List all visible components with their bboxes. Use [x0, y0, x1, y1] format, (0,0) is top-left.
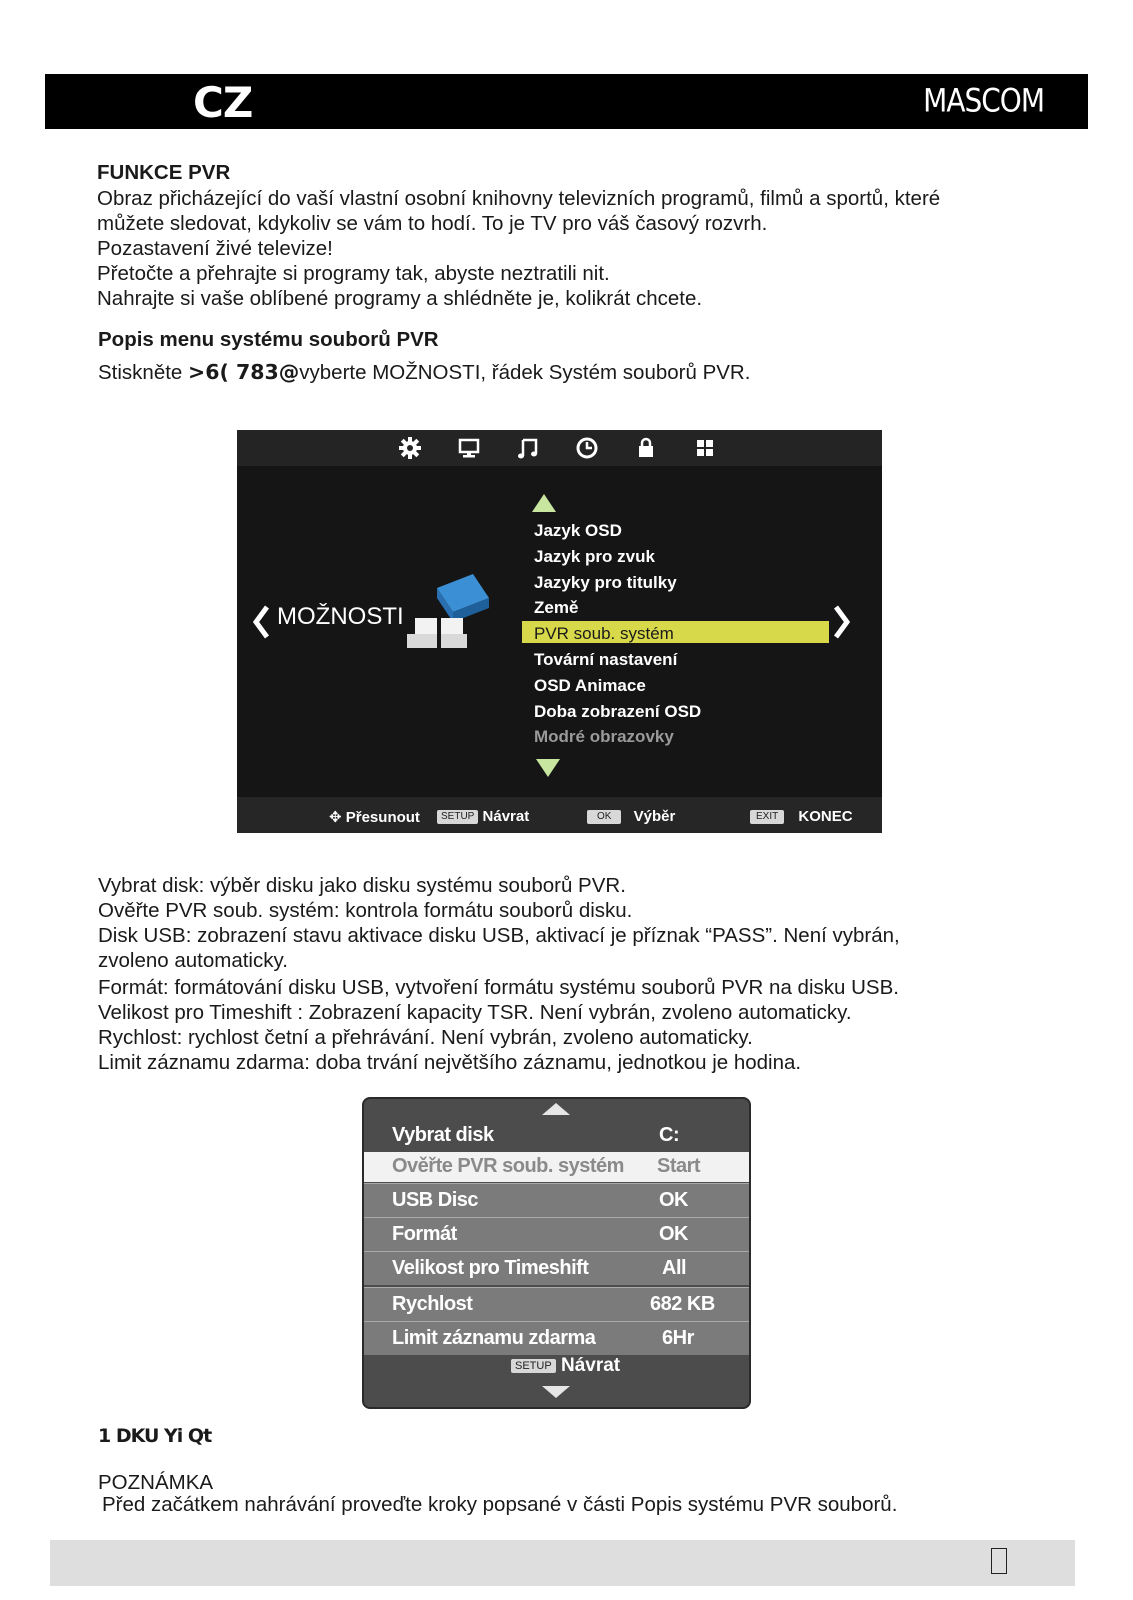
osd-help-bar [237, 797, 882, 833]
ok-key-icon: OK [587, 810, 621, 824]
osd2-back-label: Návrat [560, 1355, 621, 1376]
desc-line: Rychlost: rychlost četní a přehrávání. Není vybrán, zvoleno automaticky. [98, 1026, 753, 1049]
body-line: můžete sledovat, kdykoliv se vám to hodí. To je TV pro váš časový rozvrh. [97, 212, 768, 235]
pvr-row-timeshift-size[interactable] [364, 1251, 749, 1285]
note-text: Před začátkem nahrávání proveďte kroky popsané v části Popis systému PVR souborů. [102, 1493, 898, 1516]
desc-line: Vybrat disk: výběr disku jako disku systému souborů PVR. [98, 874, 626, 897]
menu-item-osd-language[interactable]: Jazyk OSD [534, 521, 622, 540]
help-exit [750, 808, 853, 825]
desc-line: Disk USB: zobrazení stavu aktivace disku USB, aktivací je příznak “PASS”. Není vybrán, [98, 924, 900, 947]
desc-line: Limit záznamu zdarma: doba trvání největšího záznamu, jednotkou je hodina. [98, 1051, 802, 1074]
gear-icon[interactable] [396, 434, 424, 462]
lock-icon[interactable] [632, 434, 660, 462]
pvr-row-label: USB Disc [392, 1189, 479, 1211]
body-line: Přetočte a přehrajte si programy tak, abyste neztratili nit. [97, 262, 610, 285]
language-code: CZ [193, 78, 253, 127]
pvr-row-label: Rychlost [392, 1293, 473, 1315]
help-back-label: Návrat [482, 808, 530, 825]
options-cube-icon [407, 570, 492, 655]
music-icon[interactable] [514, 434, 542, 462]
menu-item-factory-reset[interactable]: Tovární nastavení [534, 650, 678, 669]
osd-menu-title: MOŽNOSTI [277, 603, 404, 630]
menu-item-pvr-file-system[interactable]: PVR soub. systém [534, 624, 674, 643]
chevron-left-icon[interactable] [252, 605, 270, 644]
note-title: POZNÁMKA [98, 1471, 214, 1494]
pvr-row-label: Formát [392, 1223, 457, 1245]
menu-item-subtitle-language[interactable]: Jazyky pro titulky [534, 573, 677, 592]
instruction-key-code: >6( 783@ [188, 360, 300, 384]
setup-key-icon: SETUP [511, 1359, 556, 1373]
pvr-row-value: Start [657, 1155, 701, 1177]
page-footer-bar [50, 1540, 1075, 1586]
section-title-pvr-function: FUNKCE PVR [97, 161, 231, 184]
instruction-suffix: vyberte MOŽNOSTI, řádek Systém souborů PVR. [299, 361, 751, 384]
help-back [437, 808, 529, 825]
help-move-label: Přesunout [345, 809, 420, 826]
pvr-row-label: Velikost pro Timeshift [392, 1257, 589, 1279]
grid-icon[interactable] [691, 434, 719, 462]
instruction-prefix: Stiskněte [98, 361, 189, 384]
page-number-box-icon [991, 1548, 1007, 1574]
help-move [329, 808, 420, 826]
section-title-pvr-menu: Popis menu systému souborů PVR [98, 328, 439, 351]
instruction-line [98, 360, 750, 385]
menu-item-osd-animation[interactable]: OSD Animace [534, 676, 646, 695]
move-cross-icon: ✥ [329, 809, 342, 826]
pvr-row-value: OK [659, 1223, 688, 1245]
help-select-label: Výběr [633, 808, 676, 825]
exit-key-icon: EXIT [750, 810, 784, 824]
osd-options-screen [237, 430, 882, 833]
menu-item-blue-screen[interactable]: Modré obrazovky [534, 727, 674, 746]
body-line: Obraz přicházející do vaší vlastní osobní knihovny televizních programů, filmů a sportů, které [97, 187, 941, 210]
scroll-up-arrow-icon[interactable] [530, 492, 558, 519]
page-header-bar [45, 74, 1088, 129]
pvr-row-value: 682 KB [650, 1293, 715, 1315]
setup-key-icon: SETUP [437, 810, 478, 824]
scroll-down-arrow-icon[interactable] [541, 1385, 571, 1404]
chevron-right-icon[interactable] [833, 605, 851, 644]
pvr-row-value: OK [659, 1189, 688, 1211]
pvr-row-record-limit[interactable] [364, 1321, 749, 1355]
help-select [587, 808, 675, 825]
brand-logo: MASCOM [923, 81, 1044, 120]
desc-line: Formát: formátování disku USB, vytvoření formátu systému souborů PVR na disku USB. [98, 976, 899, 999]
osd2-back-hint [511, 1355, 620, 1377]
pvr-row-value: All [662, 1257, 687, 1279]
desc-line: Ověřte PVR soub. systém: kontrola formátu souborů disku. [98, 899, 633, 922]
pvr-row-value: 6Hr [662, 1327, 694, 1349]
scroll-down-arrow-icon[interactable] [534, 757, 562, 784]
menu-item-audio-language[interactable]: Jazyk pro zvuk [534, 547, 655, 566]
menu-item-country[interactable]: Země [534, 598, 579, 617]
pvr-row-check-fs[interactable] [364, 1152, 749, 1182]
clock-icon[interactable] [573, 434, 601, 462]
osd-top-icon-bar [237, 430, 882, 466]
pvr-row-speed[interactable] [364, 1287, 749, 1321]
garbled-heading: 1 DKU Yi Qt [98, 1425, 212, 1447]
pvr-row-format[interactable] [364, 1217, 749, 1251]
pvr-row-usb-disc[interactable] [364, 1183, 749, 1217]
desc-line: zvoleno automaticky. [98, 949, 288, 972]
desc-line: Velikost pro Timeshift : Zobrazení kapacity TSR. Není vybrán, zvoleno automaticky. [98, 1001, 852, 1024]
pvr-row-label: Vybrat disk [392, 1124, 494, 1146]
help-exit-label: KONEC [798, 808, 853, 825]
pvr-row-label: Ověřte PVR soub. systém [392, 1155, 624, 1177]
pvr-row-select-disk[interactable] [364, 1119, 749, 1152]
monitor-icon[interactable] [455, 434, 483, 462]
pvr-row-value: C: [659, 1124, 680, 1146]
osd-pvr-file-system-screen [362, 1097, 751, 1409]
menu-item-osd-duration[interactable]: Doba zobrazení OSD [534, 702, 702, 721]
body-line: Pozastavení živé televize! [97, 237, 333, 260]
body-line: Nahrajte si vaše oblíbené programy a shlédněte je, kolikrát chcete. [97, 287, 703, 310]
pvr-row-label: Limit záznamu zdarma [392, 1327, 596, 1349]
